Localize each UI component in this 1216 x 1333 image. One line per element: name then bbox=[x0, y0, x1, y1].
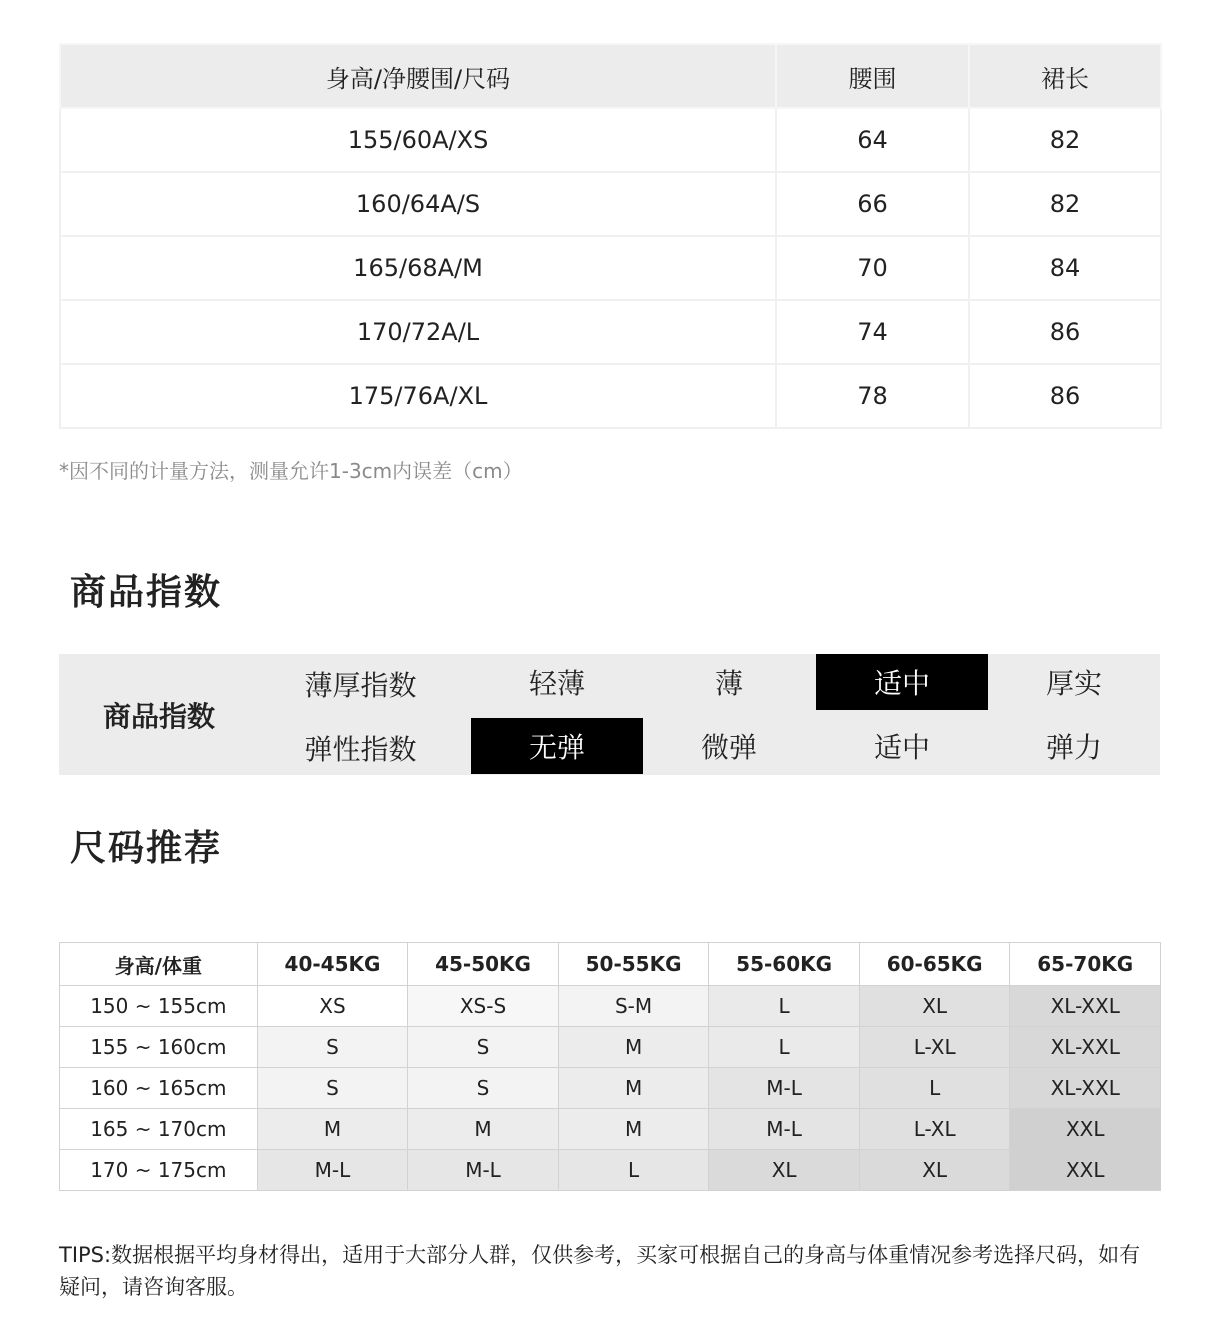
size-table-row bbox=[60, 172, 1161, 236]
index-row-name: 薄厚指数 bbox=[304, 669, 417, 702]
recommend-size-cell: M-L bbox=[709, 1068, 860, 1109]
size-table-row bbox=[60, 364, 1161, 428]
recommend-row bbox=[60, 1068, 1161, 1109]
recommend-size-cell: S bbox=[408, 1068, 559, 1109]
recommend-size-cell: M bbox=[257, 1109, 408, 1150]
size-table-header-cell: 裙长 bbox=[969, 44, 1161, 108]
tips-text: TIPS:数据根据平均身材得出，适用于大部分人群，仅供参考，买家可根据自己的身高与体重情况参考选择尺码，如有疑问，请咨询客服。 bbox=[59, 1243, 1141, 1299]
size-table-cell: 78 bbox=[776, 364, 969, 428]
recommend-height-cell: 170 ~ 175cm bbox=[60, 1150, 258, 1191]
recommend-size-cell: XL-XXL bbox=[1010, 986, 1161, 1027]
recommend-size-cell: XL bbox=[859, 986, 1010, 1027]
recommend-row bbox=[60, 1150, 1161, 1191]
recommend-size-cell: XL bbox=[859, 1150, 1010, 1191]
recommend-height-cell: 155 ~ 160cm bbox=[60, 1027, 258, 1068]
recommend-size-cell: XL bbox=[709, 1150, 860, 1191]
recommend-size-cell: M bbox=[408, 1109, 559, 1150]
recommend-row bbox=[60, 1027, 1161, 1068]
recommend-size-cell: XS bbox=[257, 986, 408, 1027]
recommend-section-title: 尺码推荐 bbox=[70, 828, 223, 869]
index-option: 微弹 bbox=[700, 731, 757, 764]
measurement-note: *因不同的计量方法，测量允许1-3cm内误差（cm） bbox=[59, 459, 523, 483]
recommend-size-cell: XL-XXL bbox=[1010, 1027, 1161, 1068]
size-table-cell: 64 bbox=[776, 108, 969, 172]
size-table-row bbox=[60, 236, 1161, 300]
size-table-cell: 86 bbox=[969, 300, 1161, 364]
recommend-header-cell: 55-60KG bbox=[709, 943, 860, 986]
index-option: 薄 bbox=[714, 667, 743, 700]
index-row-name: 弹性指数 bbox=[304, 733, 417, 766]
size-table-cell: 165/68A/M bbox=[60, 236, 776, 300]
recommend-size-cell: L bbox=[558, 1150, 709, 1191]
recommend-row bbox=[60, 1109, 1161, 1150]
index-option: 厚实 bbox=[1045, 667, 1102, 700]
recommend-header-cell: 65-70KG bbox=[1010, 943, 1161, 986]
recommend-size-cell: XXL bbox=[1010, 1150, 1161, 1191]
size-table-cell: 74 bbox=[776, 300, 969, 364]
recommend-size-cell: M-L bbox=[408, 1150, 559, 1191]
size-table-cell: 70 bbox=[776, 236, 969, 300]
index-section-title: 商品指数 bbox=[70, 572, 223, 613]
size-table-header-cell: 身高/净腰围/尺码 bbox=[60, 44, 776, 108]
recommend-header-cell: 50-55KG bbox=[558, 943, 709, 986]
recommend-size-cell: S bbox=[257, 1068, 408, 1109]
recommend-size-cell: XS-S bbox=[408, 986, 559, 1027]
size-table-cell: 66 bbox=[776, 172, 969, 236]
index-option: 轻薄 bbox=[528, 667, 585, 700]
product-index-panel bbox=[59, 654, 1160, 775]
size-table-cell: 82 bbox=[969, 108, 1161, 172]
recommend-header-cell: 60-65KG bbox=[859, 943, 1010, 986]
recommend-size-cell: S bbox=[257, 1027, 408, 1068]
size-table-cell: 170/72A/L bbox=[60, 300, 776, 364]
recommend-size-cell: M bbox=[558, 1068, 709, 1109]
recommend-height-cell: 165 ~ 170cm bbox=[60, 1109, 258, 1150]
recommend-size-cell: L bbox=[709, 1027, 860, 1068]
index-option-selected: 适中 bbox=[816, 654, 988, 710]
size-table-cell: 82 bbox=[969, 172, 1161, 236]
recommend-size-cell: L-XL bbox=[859, 1109, 1010, 1150]
size-table-cell: 155/60A/XS bbox=[60, 108, 776, 172]
size-table-cell: 86 bbox=[969, 364, 1161, 428]
recommend-size-cell: M-L bbox=[257, 1150, 408, 1191]
recommend-size-cell: M bbox=[558, 1109, 709, 1150]
recommend-size-cell: S bbox=[408, 1027, 559, 1068]
recommend-header-row bbox=[60, 943, 1161, 986]
index-option: 弹力 bbox=[1045, 731, 1102, 764]
recommend-header-cell: 40-45KG bbox=[257, 943, 408, 986]
size-table bbox=[59, 43, 1162, 429]
size-table-header-cell: 腰围 bbox=[776, 44, 969, 108]
recommend-header-cell: 45-50KG bbox=[408, 943, 559, 986]
recommend-size-cell: XL-XXL bbox=[1010, 1068, 1161, 1109]
recommend-size-cell: L bbox=[709, 986, 860, 1027]
size-table-cell: 160/64A/S bbox=[60, 172, 776, 236]
recommend-height-cell: 160 ~ 165cm bbox=[60, 1068, 258, 1109]
recommend-size-cell: M-L bbox=[709, 1109, 860, 1150]
recommend-size-cell: XXL bbox=[1010, 1109, 1161, 1150]
recommend-size-cell: M bbox=[558, 1027, 709, 1068]
size-table-row bbox=[60, 300, 1161, 364]
recommend-size-cell: L-XL bbox=[859, 1027, 1010, 1068]
recommend-size-cell: S-M bbox=[558, 986, 709, 1027]
size-table-header-row bbox=[60, 44, 1161, 108]
index-option-selected: 无弹 bbox=[471, 718, 643, 774]
recommend-header-cell: 身高/体重 bbox=[60, 943, 258, 986]
size-table-cell: 84 bbox=[969, 236, 1161, 300]
recommend-height-cell: 150 ~ 155cm bbox=[60, 986, 258, 1027]
size-table-cell: 175/76A/XL bbox=[60, 364, 776, 428]
size-recommendation-table bbox=[59, 942, 1161, 1191]
recommend-row bbox=[60, 986, 1161, 1027]
recommend-size-cell: L bbox=[859, 1068, 1010, 1109]
size-table-row bbox=[60, 108, 1161, 172]
index-option: 适中 bbox=[873, 731, 930, 764]
product-index-label: 商品指数 bbox=[102, 699, 215, 733]
